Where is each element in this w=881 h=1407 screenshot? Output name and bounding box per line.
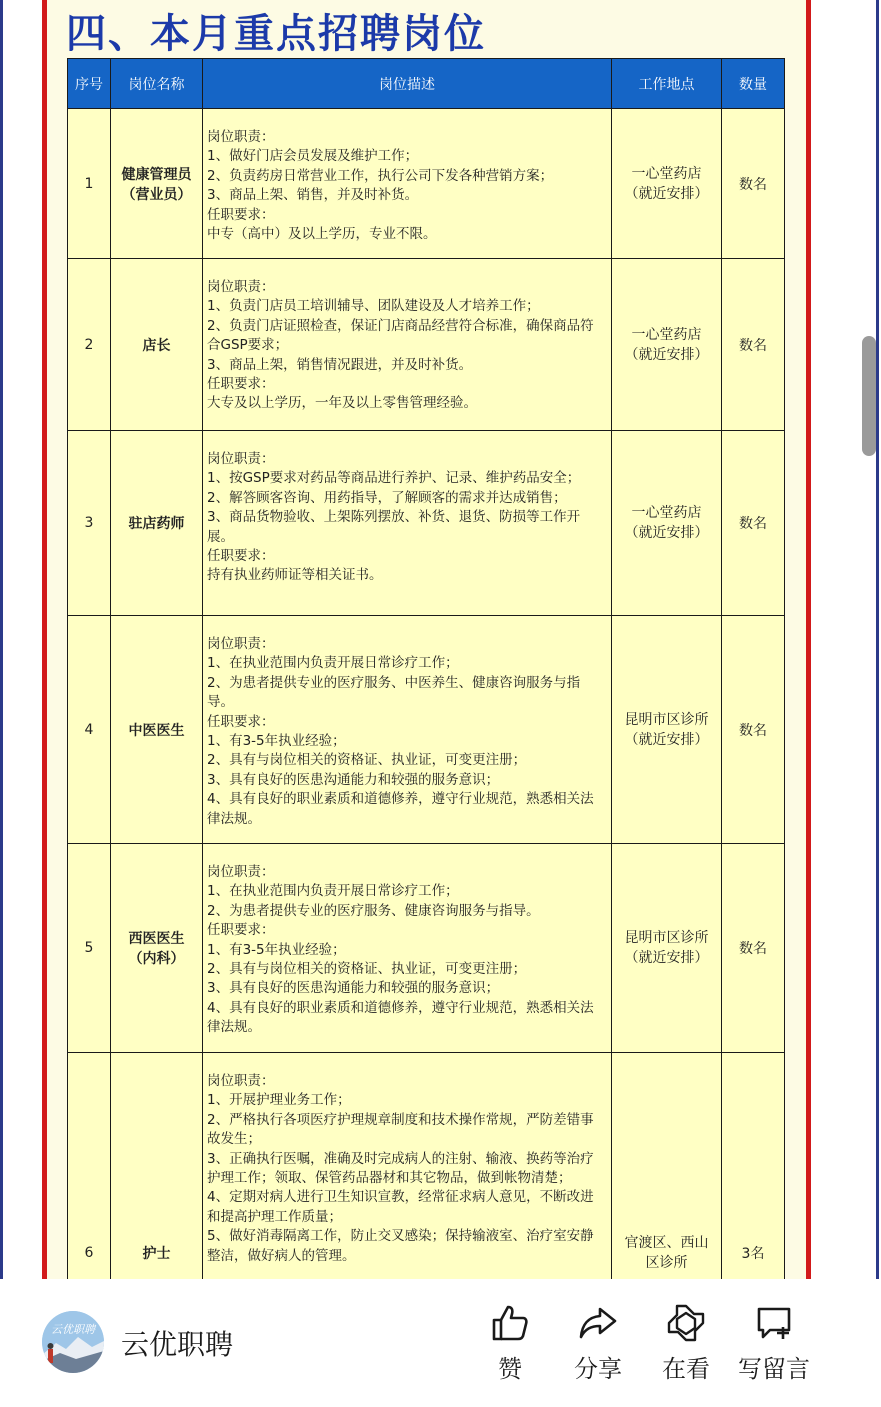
row-title [111, 259, 203, 431]
avatar-image [42, 1311, 104, 1373]
table-row [68, 844, 785, 1053]
row-no: 5 [68, 844, 111, 1053]
comment-icon [754, 1303, 794, 1343]
row-quantity: 数名 [722, 616, 785, 844]
like-button[interactable] [470, 1303, 550, 1384]
row-description: 岗位职责： 1、做好门店会员发展及维护工作； 2、负责药房日常营业工作，执行公司下发各种营销方案； 3、商品上架、销售，并及时补货。 任职要求： 中专（高中）及以上学历，专业不限。 [203, 109, 612, 259]
title-main: 健康管理员 [121, 166, 192, 183]
share-icon [578, 1303, 618, 1343]
table-row [68, 431, 785, 616]
header-location: 工作地点 [612, 59, 722, 109]
table-header-row [68, 59, 785, 109]
header-description: 岗位描述 [203, 59, 612, 109]
page-edge-right [876, 0, 879, 1279]
title-main: 西医医生 [128, 931, 185, 947]
jobs-table [67, 58, 785, 1279]
table-row [68, 1053, 785, 1280]
section-heading: 四、本月重点招聘岗位 [66, 11, 486, 57]
row-no: 4 [68, 616, 111, 844]
avatar-text: 云优职聘 [51, 1323, 95, 1336]
title-main: 店长 [142, 337, 171, 354]
row-title [111, 431, 203, 616]
share-button[interactable] [558, 1303, 638, 1384]
row-no: 1 [68, 109, 111, 259]
header-no: 序号 [68, 59, 111, 109]
row-no: 6 [68, 1053, 111, 1280]
page-edge-left [0, 0, 3, 1279]
row-title [111, 1053, 203, 1280]
row-description: 岗位职责： 1、开展护理业务工作； 2、严格执行各项医疗护理规章制度和技术操作常规，严防差错事故发生； 3、正确执行医嘱，准确及时完成病人的注射、输液、换药等治疗护理工作；领取、保管药品器材和其它物品，做到帐物清楚； 4、定期对病人进行卫生知识宣教，经常征求病人意见，不断改进和提高护理工作质量； 5、做好消毒隔离工作，防止交叉感染；保持输液室、治疗室安静整洁，做好病人的管理。 [203, 1053, 612, 1280]
row-no: 3 [68, 431, 111, 616]
title-main: 驻店药师 [128, 516, 185, 532]
row-description: 岗位职责： 1、在执业范围内负责开展日常诊疗工作； 2、为患者提供专业的医疗服务、健康咨询服务与指导。 任职要求： 1、有3-5年执业经验； 2、具有与岗位相关的资格证、执业证，可变更注册； 3、具有良好的医患沟通能力和较强的服务意识； 4、具有良好的职业素质和道德修养，遵守行业规范，熟悉相关法律法规。 [203, 844, 612, 1053]
wow-button[interactable] [646, 1303, 726, 1384]
row-location: 昆明市区诊所 （就近安排） [612, 616, 722, 844]
thumbs-up-icon [490, 1303, 530, 1343]
table-row [68, 109, 785, 259]
row-location: 昆明市区诊所 （就近安排） [612, 844, 722, 1053]
row-no: 2 [68, 259, 111, 431]
row-description: 岗位职责： 1、负责门店员工培训辅导、团队建设及人才培养工作； 2、负责门店证照检查，保证门店商品经营符合标准，确保商品符合GSP要求； 3、商品上架，销售情况跟进，并及时补货。 任职要求： 大专及以上学历，一年及以上零售管理经验。 [203, 259, 612, 431]
row-title [111, 616, 203, 844]
row-description: 岗位职责： 1、在执业范围内负责开展日常诊疗工作； 2、为患者提供专业的医疗服务、中医养生、健康咨询服务与指导。 任职要求： 1、有3-5年执业经验； 2、具有与岗位相关的资格证、执业证，可变更注册； 3、具有良好的医患沟通能力和较强的服务意识； 4、具有良好的职业素质和道德修养，遵守行业规范，熟悉相关法律法规。 [203, 616, 612, 844]
header-title: 岗位名称 [111, 59, 203, 109]
title-main: 中医医生 [128, 722, 185, 739]
row-quantity: 数名 [722, 259, 785, 431]
row-title [111, 844, 203, 1053]
table-row [68, 259, 785, 431]
flower-icon [666, 1303, 706, 1343]
avatar[interactable] [42, 1311, 104, 1373]
like-label: 赞 [498, 1355, 522, 1383]
row-location: 一心堂药店 （就近安排） [612, 259, 722, 431]
row-location: 一心堂药店 （就近安排） [612, 109, 722, 259]
bottom-action-bar [0, 1279, 881, 1407]
header-quantity: 数量 [722, 59, 785, 109]
row-quantity: 数名 [722, 844, 785, 1053]
row-quantity: 数名 [722, 431, 785, 616]
title-sub: （内科） [128, 951, 185, 967]
row-quantity: 3名 [722, 1053, 785, 1280]
row-title [111, 109, 203, 259]
account-name[interactable]: 云优职聘 [121, 1328, 234, 1361]
comment-label: 写留言 [738, 1355, 810, 1383]
row-quantity: 数名 [722, 109, 785, 259]
table-row [68, 616, 785, 844]
share-label: 分享 [574, 1355, 622, 1383]
scrollbar-thumb[interactable] [862, 336, 876, 456]
row-location: 官渡区、西山 区诊所 [612, 1053, 722, 1280]
row-location: 一心堂药店 （就近安排） [612, 431, 722, 616]
comment-button[interactable] [734, 1303, 814, 1384]
wow-label: 在看 [662, 1355, 710, 1383]
row-description: 岗位职责： 1、按GSP要求对药品等商品进行养护、记录、维护药品安全； 2、解答顾客咨询、用药指导，了解顾客的需求并达成销售； 3、商品货物验收、上架陈列摆放、补货、退货、防损等工作开展。 任职要求： 持有执业药师证等相关证书。 [203, 431, 612, 616]
title-main: 护士 [142, 1245, 171, 1262]
title-sub: （营业员） [121, 186, 192, 203]
